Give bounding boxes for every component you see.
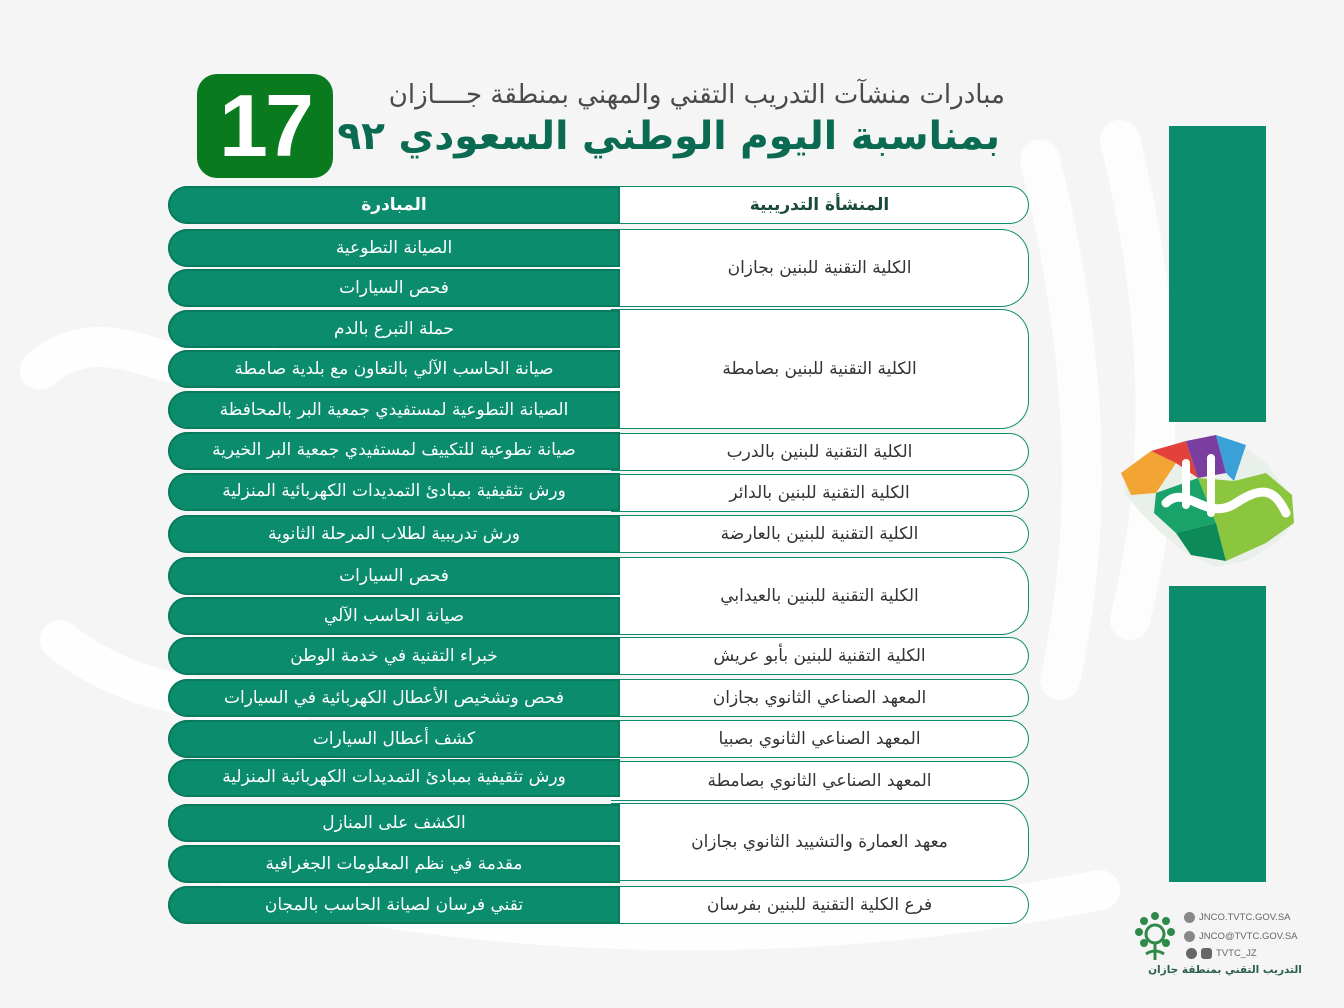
facility-cell — [611, 474, 1029, 512]
facility-label: المعهد الصناعي الثانوي بصامطة — [707, 771, 932, 791]
facility-label: فرع الكلية التقنية للبنين بفرسان — [706, 895, 933, 915]
facility-label: الكلية التقنية للبنين بصامطة — [722, 359, 917, 379]
page-subtitle: مبادرات منشآت التدريب التقني والمهني بمنطقة جــــازان — [388, 80, 1005, 110]
initiative-cell: صيانة الحاسب الآلي — [168, 597, 620, 635]
facility-cell — [611, 886, 1029, 924]
initiative-cell: مقدمة في نظم المعلومات الجغرافية — [168, 845, 620, 883]
facility-cell — [611, 557, 1029, 635]
facility-column-header — [611, 186, 1029, 224]
facility-cell — [611, 720, 1029, 758]
initiative-cell: ورش تثقيفية بمبادئ التمديدات الكهربائية المنزلية — [168, 473, 620, 511]
initiative-cell: صيانة الحاسب الآلي بالتعاون مع بلدية صامطة — [168, 350, 620, 388]
facility-label: المعهد الصناعي الثانوي بجازان — [712, 688, 927, 708]
facility-cell — [611, 515, 1029, 553]
initiative-cell: الصيانة التطوعية لمستفيدي جمعية البر بالمحافظة — [168, 391, 620, 429]
initiative-cell: فحص وتشخيص الأعطال الكهربائية في السيارات — [168, 679, 620, 717]
facility-label: الكلية التقنية للبنين بالعيدابي — [720, 586, 919, 606]
facility-header-label: المنشأة التدريبية — [749, 195, 890, 215]
facility-cell — [611, 229, 1029, 307]
facility-cell — [611, 309, 1029, 429]
youtube-icon — [1201, 948, 1212, 959]
initiative-column-header: المبادرة — [168, 186, 620, 224]
facility-label: الكلية التقنية للبنين بالدرب — [726, 442, 913, 462]
twitter-icon — [1186, 948, 1197, 959]
facility-cell — [611, 679, 1029, 717]
facility-cell — [611, 637, 1029, 675]
initiative-cell: فحص السيارات — [168, 269, 620, 307]
footer — [1130, 906, 1320, 986]
facility-label: الكلية التقنية للبنين بجازان — [727, 258, 912, 278]
count-badge: 17 — [197, 74, 333, 178]
facility-label: معهد العمارة والتشييد الثانوي بجازان — [691, 832, 948, 852]
initiative-cell: الكشف على المنازل — [168, 804, 620, 842]
initiative-cell: كشف أعطال السيارات — [168, 720, 620, 758]
initiative-cell: ورش تدريبية لطلاب المرحلة الثانوية — [168, 515, 620, 553]
facility-cell — [611, 761, 1029, 801]
facility-label: الكلية التقنية للبنين بأبو عريش — [713, 646, 926, 666]
website-link[interactable]: JNCO.TVTC.GOV.SA — [1184, 912, 1291, 923]
decorative-side-bar-bottom — [1169, 586, 1266, 882]
page-title: بمناسبة اليوم الوطني السعودي ٩٢ — [337, 114, 1000, 159]
facility-cell — [611, 803, 1029, 881]
initiative-cell: حملة التبرع بالدم — [168, 310, 620, 348]
decorative-side-bar-top — [1169, 126, 1266, 422]
globe-icon — [1184, 912, 1195, 923]
facility-label: الكلية التقنية للبنين بالعارضة — [720, 524, 919, 544]
national-day-map-logo — [1116, 433, 1298, 569]
tvtc-logo-icon — [1132, 908, 1178, 964]
facility-cell — [611, 433, 1029, 471]
mail-icon — [1184, 931, 1195, 942]
facility-label: المعهد الصناعي الثانوي بصبيا — [718, 729, 921, 749]
facility-label: الكلية التقنية للبنين بالدائر — [729, 483, 910, 503]
initiative-cell: خبراء التقنية في خدمة الوطن — [168, 637, 620, 675]
organization-name: التدريب التقني بمنطقة جازان — [1148, 964, 1302, 976]
social-handle[interactable]: TVTC_JZ — [1186, 948, 1257, 959]
initiative-cell: ورش تثقيفية بمبادئ التمديدات الكهربائية المنزلية — [168, 759, 620, 797]
initiative-cell: تقني فرسان لصيانة الحاسب بالمجان — [168, 886, 620, 924]
initiative-cell: فحص السيارات — [168, 557, 620, 595]
email-link[interactable]: JNCO@TVTC.GOV.SA — [1184, 931, 1298, 942]
initiative-cell: الصيانة التطوعية — [168, 229, 620, 267]
initiative-cell: صيانة تطوعية للتكييف لمستفيدي جمعية البر الخيرية — [168, 432, 620, 470]
